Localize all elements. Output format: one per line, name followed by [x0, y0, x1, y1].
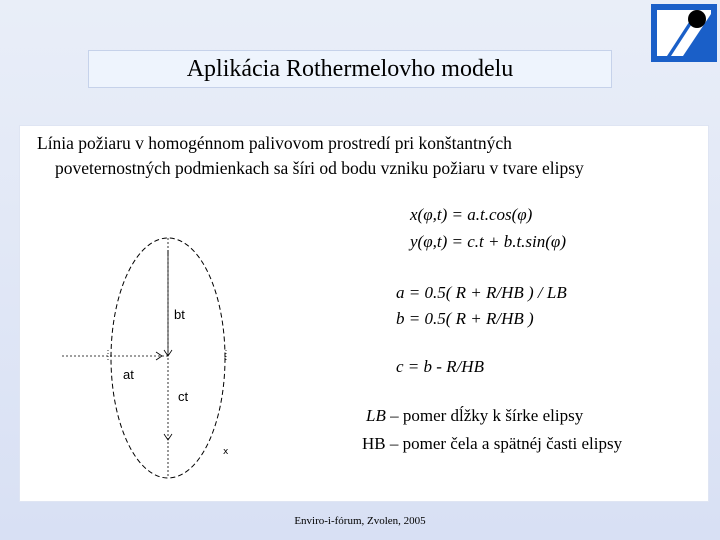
ellipse-diagram — [60, 236, 271, 480]
equation-c: c = b - R/HB — [396, 357, 484, 376]
label-at: at — [123, 367, 134, 382]
definition-lb-text: – pomer dĺžky k šírke elipsy — [385, 406, 584, 425]
page-title: Aplikácia Rothermelovho modelu — [186, 55, 514, 82]
definition-lb-abbr: LB — [366, 406, 386, 425]
definition-hb — [362, 434, 622, 454]
university-logo-icon — [649, 2, 719, 64]
label-ct: ct — [178, 389, 189, 404]
ellipse-drawing — [60, 236, 271, 480]
intro-line-1: Línia požiaru v homogénnom palivovom prostredí pri konštantných — [37, 133, 512, 153]
equation-b: b = 0.5( R + R/HB ) — [396, 309, 534, 328]
equation-x: x(φ,t) = a.t.cos(φ) — [410, 205, 533, 224]
title-box — [88, 50, 612, 88]
definition-hb-abbr: HB — [362, 434, 386, 453]
corner-mark: x — [223, 447, 229, 457]
intro-line-2: poveternostných podmienkach sa šíri od bodu vzniku požiaru v tvare elipsy — [55, 158, 584, 178]
intro-paragraph — [37, 131, 697, 181]
definition-lb — [366, 406, 583, 426]
definition-hb-text: – pomer čela a spätnéj časti elipsy — [385, 434, 623, 453]
equation-y: y(φ,t) = c.t + b.t.sin(φ) — [410, 232, 566, 251]
label-bt: bt — [174, 307, 185, 322]
footer-text: Enviro-i-fórum, Zvolen, 2005 — [294, 515, 426, 527]
equation-a: a = 0.5( R + R/HB ) / LB — [396, 283, 567, 302]
